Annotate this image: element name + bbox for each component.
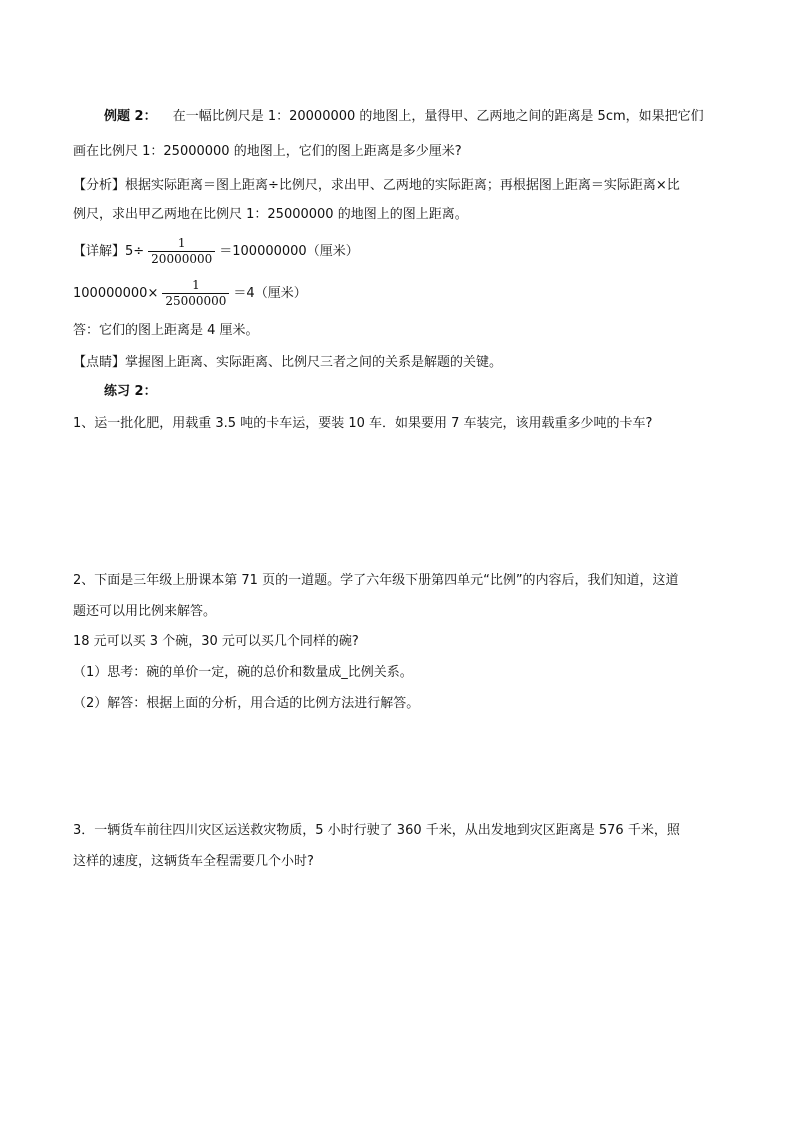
practice-question-2-sub1: （1）思考：碗的单价一定，碗的总价和数量成_比例关系。 (73, 665, 413, 680)
example-heading-line (104, 108, 704, 126)
detail-equation (73, 234, 359, 270)
analysis-line1: 【分析】根据实际距离＝图上距离÷比例尺，求出甲、乙两地的实际距离；再根据图上距离＝实际距离×比 (73, 178, 680, 193)
practice-question-1: 1、运一批化肥，用载重 3.5 吨的卡车运，要装 10 车．如果要用 7 车装完，该用载重多少吨的卡车? (73, 416, 653, 431)
practice-question-3-line1: 3．一辆货车前往四川灾区运送救灾物质，5 小时行驶了 360 千米，从出发地到灾区距离是 576 千米，照 (73, 823, 680, 838)
calc-fraction-denominator: 25000000 (162, 293, 229, 309)
calc-equation (73, 276, 307, 312)
example-title: 例题 2： (104, 109, 157, 124)
practice-question-2-sub2: （2）解答：根据上面的分析，用合适的比例方法进行解答。 (73, 696, 420, 711)
calc-fraction (162, 278, 229, 309)
example-question-part1: 在一幅比例尺是 1：20000000 的地图上，量得甲、乙两地之间的距离是 5cm，如果把它们 (172, 109, 704, 124)
calc-result: ＝4（厘米） (233, 286, 307, 301)
detail-prefix: 【详解】5÷ (73, 244, 145, 259)
example-question-part2: 画在比例尺 1：25000000 的地图上，它们的图上距离是多少厘米? (73, 144, 462, 159)
detail-result: ＝100000000（厘米） (219, 244, 359, 259)
analysis-line2: 例尺，求出甲乙两地在比例尺 1：25000000 的地图上的图上距离。 (73, 207, 468, 222)
practice-title: 练习 2： (104, 384, 157, 399)
tip-line: 【点睛】掌握图上距离、实际距离、比例尺三者之间的关系是解题的关键。 (73, 355, 503, 370)
practice-question-3-line2: 这样的速度，这辆货车全程需要几个小时? (73, 854, 314, 869)
practice-question-2-line1: 2、下面是三年级上册课本第 71 页的一道题。学了六年级下册第四单元“比例”的内容后，我们知道，这道 (73, 573, 679, 588)
calc-prefix: 100000000× (73, 286, 159, 301)
detail-fraction (148, 236, 215, 267)
detail-fraction-denominator: 20000000 (148, 251, 215, 267)
practice-question-2-line2: 题还可以用比例来解答。 (73, 604, 217, 619)
detail-fraction-numerator: 1 (177, 236, 186, 250)
practice-question-2-line3: 18 元可以买 3 个碗，30 元可以买几个同样的碗? (73, 634, 359, 649)
answer-line: 答：它们的图上距离是 4 厘米。 (73, 323, 259, 338)
calc-fraction-numerator: 1 (192, 278, 200, 292)
